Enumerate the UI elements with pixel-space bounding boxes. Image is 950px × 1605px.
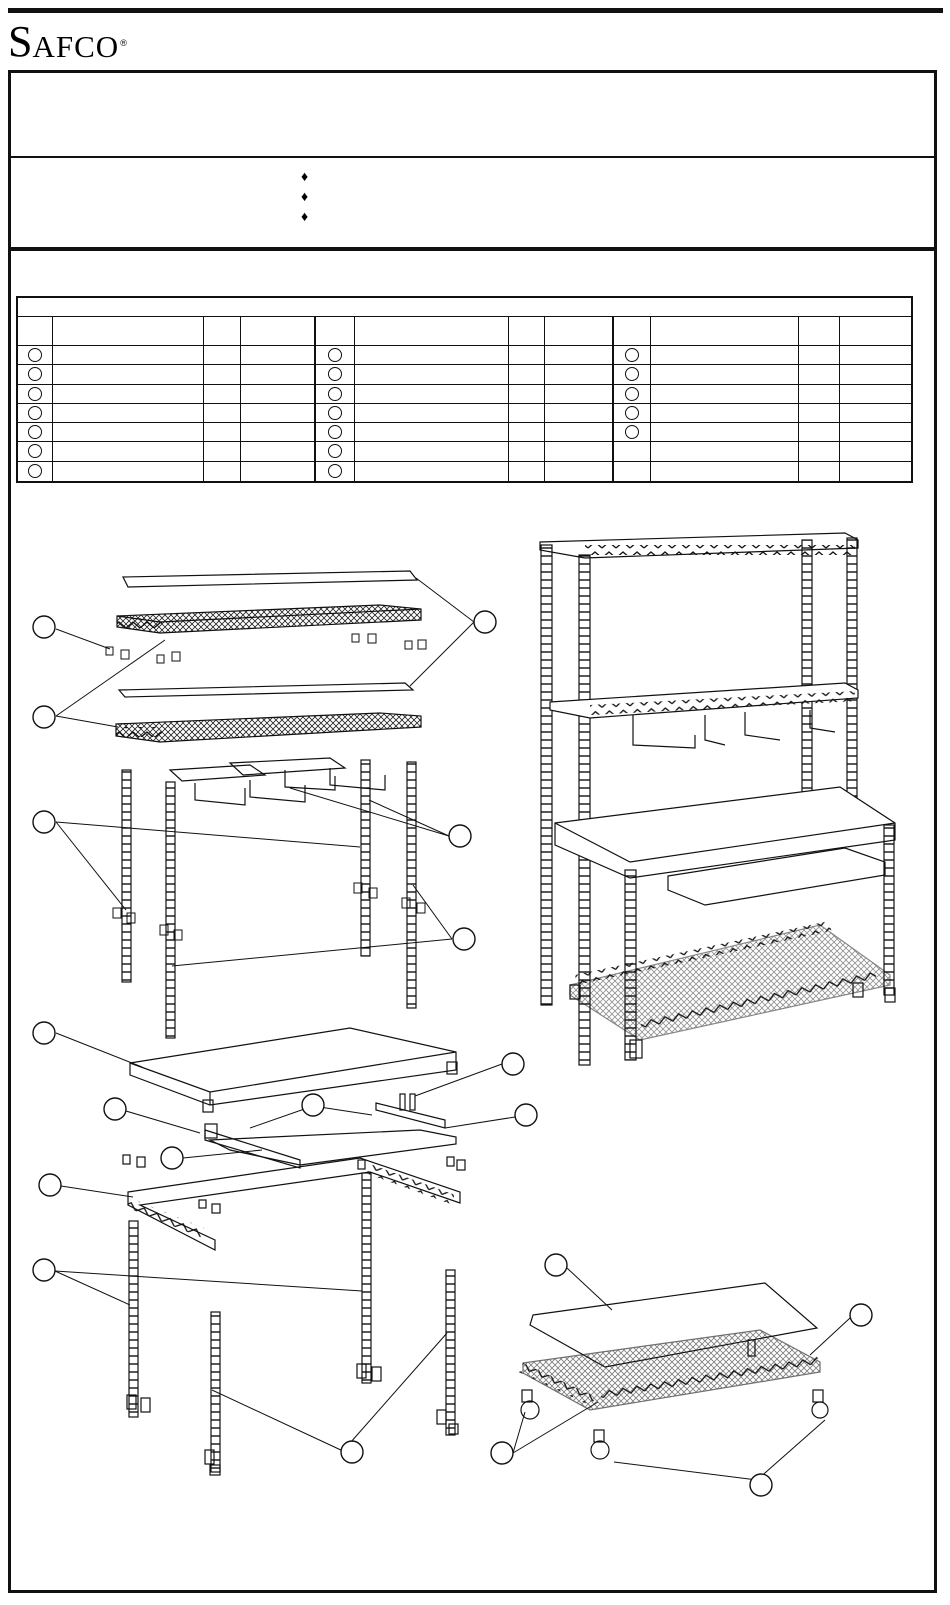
registered-mark: ®	[120, 38, 127, 48]
callout-circle	[161, 1147, 183, 1169]
callout-circle	[33, 706, 55, 728]
callout-circle	[302, 1094, 324, 1116]
callout-circle	[474, 611, 496, 633]
callout-circle	[39, 1174, 61, 1196]
second-shelf-mat	[119, 683, 413, 697]
top-shelf-group	[116, 571, 421, 742]
top-shelf-mat	[123, 571, 417, 587]
callout-circle	[545, 1254, 567, 1276]
diamond-icon: ♦	[301, 188, 309, 204]
post-clips	[113, 883, 425, 940]
callout-circle	[850, 1304, 872, 1326]
callout-circle	[502, 1053, 524, 1075]
lower-wire-frame	[128, 1158, 460, 1250]
diamond-icon: ♦	[301, 168, 309, 184]
keyboard-tray	[210, 1130, 456, 1165]
hanger-bracket-group	[170, 758, 385, 805]
assembled-unit	[540, 533, 895, 1065]
callout-circle	[104, 1098, 126, 1120]
logo-wordmark: AFCO	[32, 29, 120, 64]
desk-section	[123, 1028, 465, 1250]
callout-circle	[750, 1474, 772, 1496]
callout-circle	[449, 825, 471, 847]
callout-circle	[33, 811, 55, 833]
callout-circle	[515, 1104, 537, 1126]
diamond-icon: ♦	[301, 208, 309, 224]
desk-top	[130, 1028, 456, 1105]
shelf-clips	[106, 634, 426, 663]
logo-initial: S	[8, 17, 33, 66]
callout-circle	[33, 616, 55, 638]
callout-circle	[453, 928, 475, 950]
callout-circle	[33, 1259, 55, 1281]
callout-circle	[341, 1441, 363, 1463]
callout-circle	[33, 1022, 55, 1044]
top-wire-shelf	[117, 605, 421, 633]
callout-circle	[491, 1442, 513, 1464]
caster-base	[519, 1283, 828, 1459]
